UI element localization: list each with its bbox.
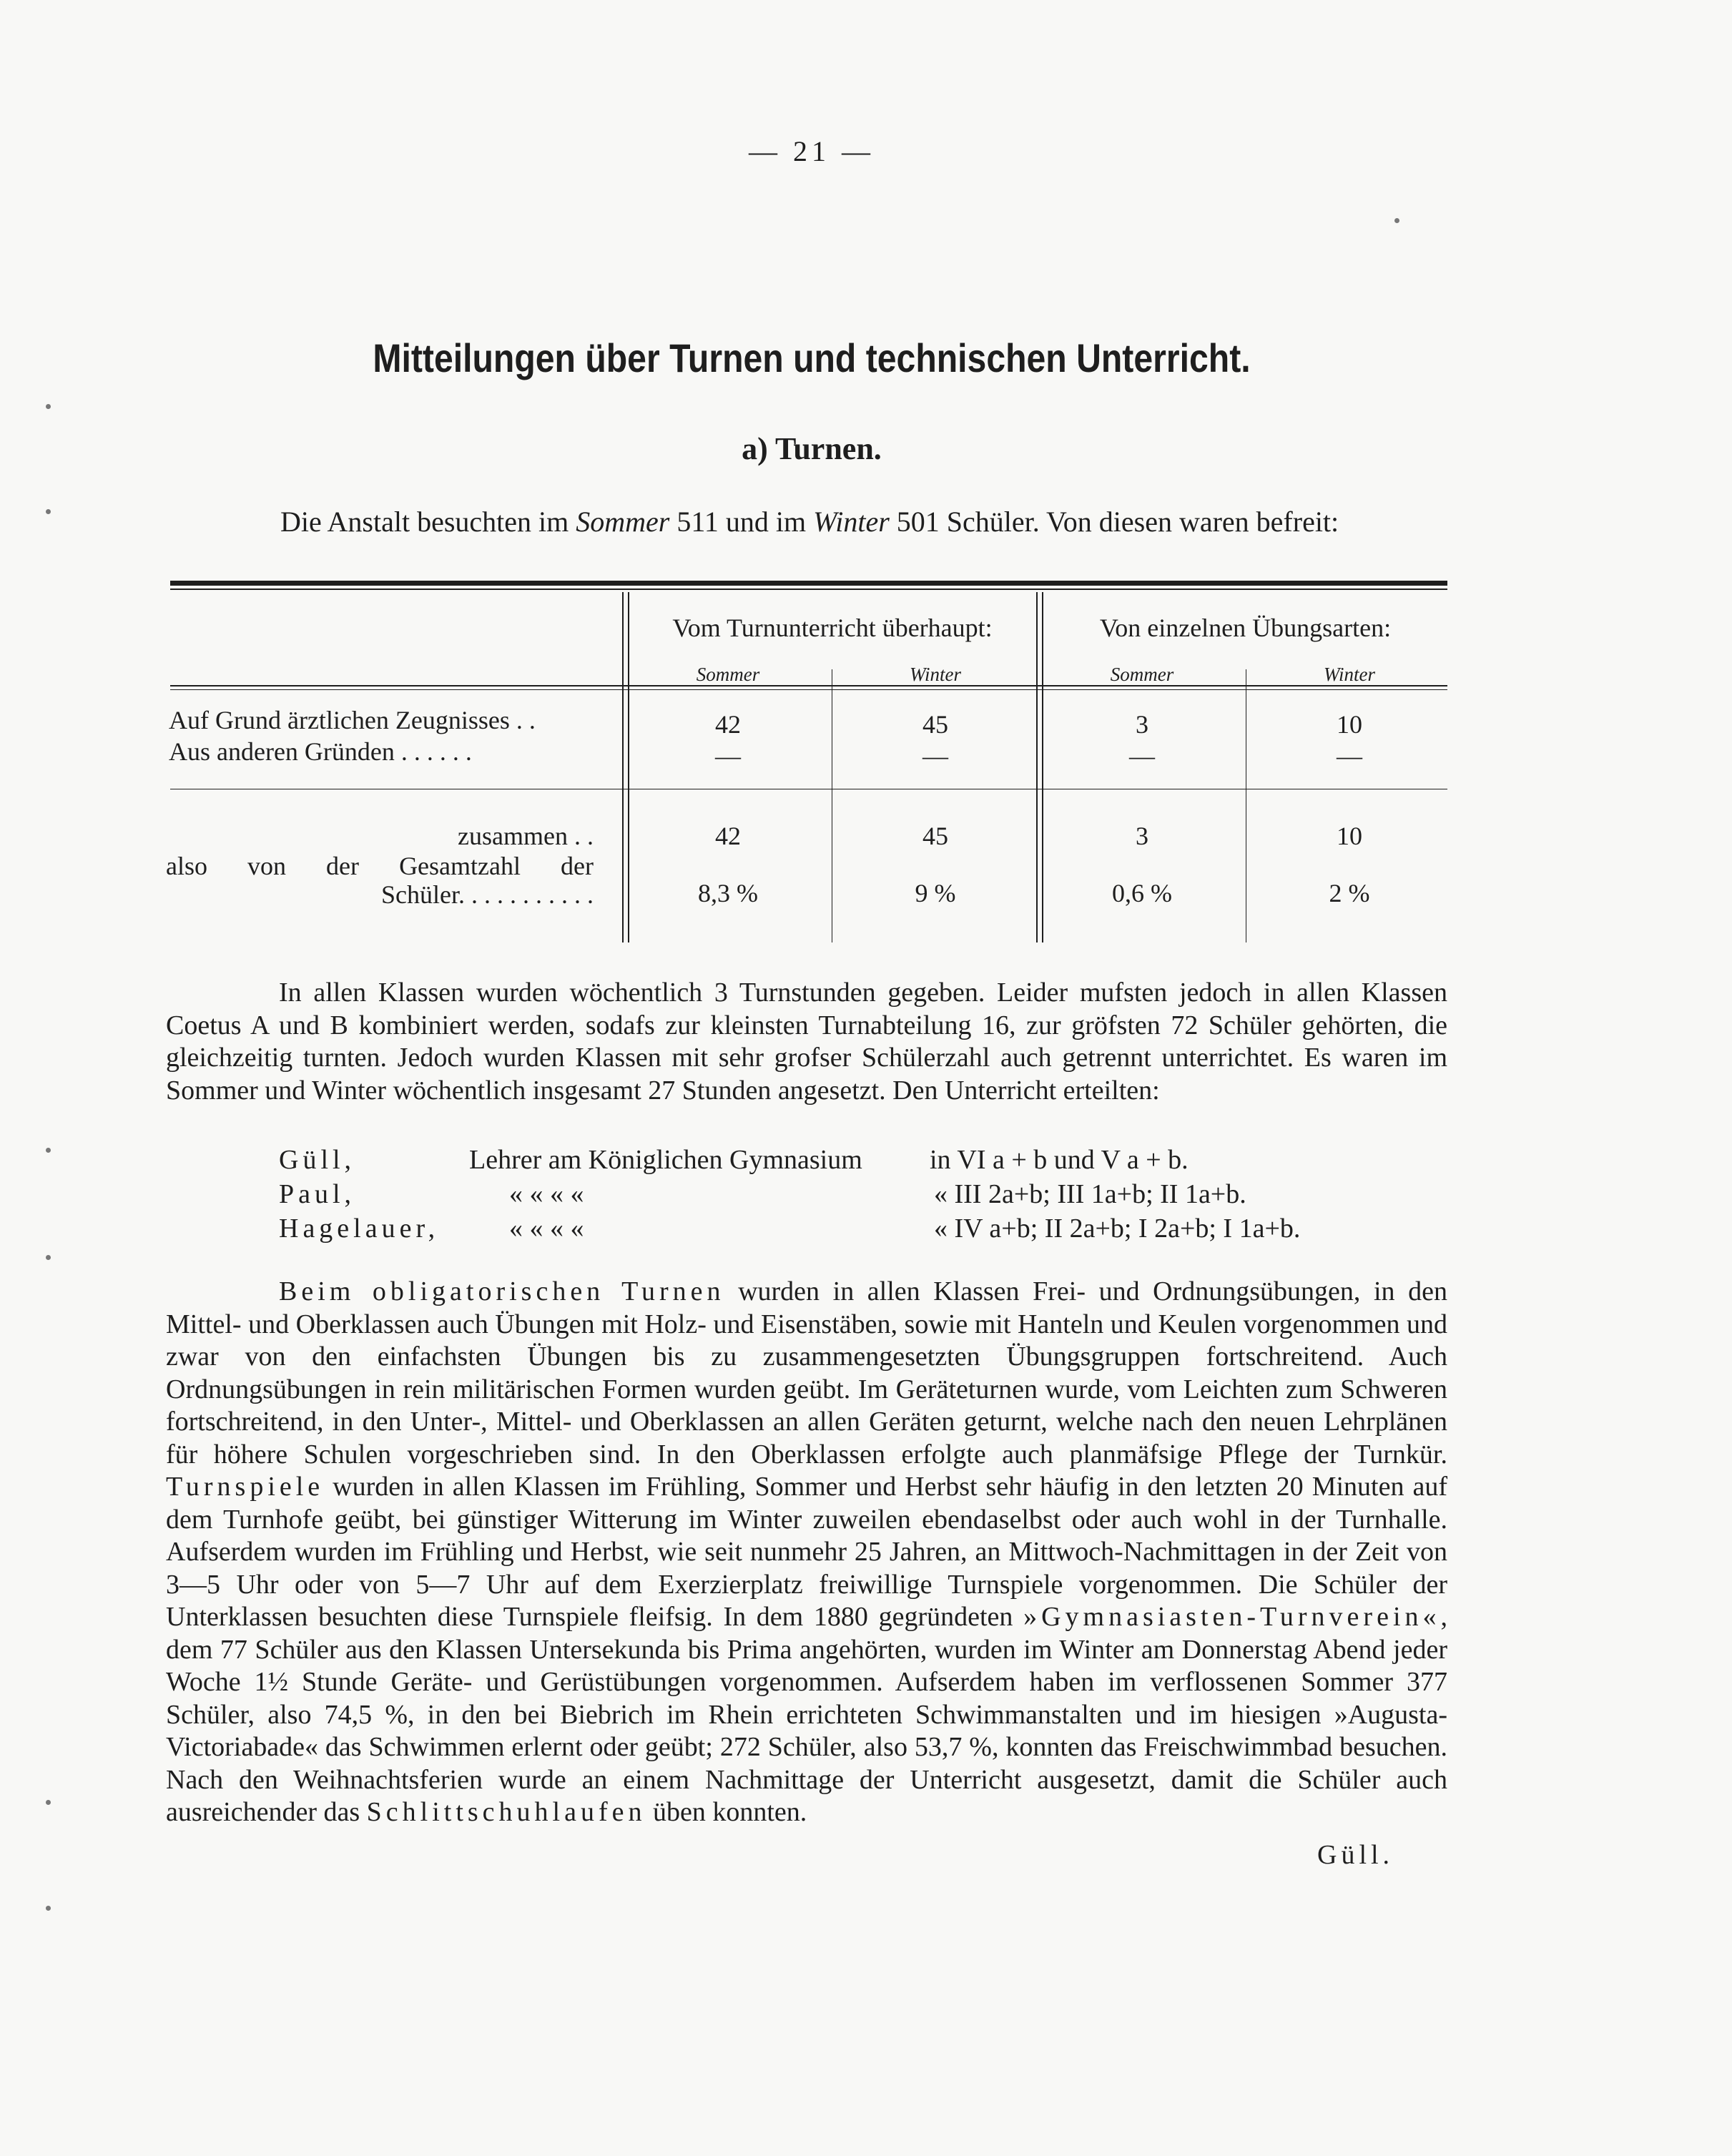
table-cell: 3 — [1136, 822, 1148, 850]
scan-speck — [46, 1148, 51, 1153]
paragraph-obligatorisch — [166, 1276, 1447, 1829]
scan-speck — [46, 404, 51, 409]
emphasis-turnverein: »Gymnasiasten-Turnverein« — [1023, 1602, 1441, 1632]
intro-mid: 511 und im — [669, 506, 814, 538]
table-cell: — — [1337, 742, 1362, 770]
row-label: Auf Grund ärztlichen Zeugnisses . . — [169, 706, 536, 734]
teacher-role: Lehrer am Königlichen Gymnasium — [469, 1145, 862, 1175]
table-cell: — — [715, 742, 741, 770]
page-number: — 21 — — [749, 135, 875, 167]
scan-speck — [46, 509, 51, 514]
scan-speck — [46, 1800, 51, 1805]
table-cell: — — [1129, 742, 1155, 770]
row-label: also von der Gesamtzahl der — [166, 852, 594, 880]
intro-sommer: Sommer — [576, 506, 670, 538]
row-label: zusammen . . — [458, 822, 594, 850]
table-cell: 45 — [922, 822, 948, 850]
table-cell: 3 — [1136, 710, 1148, 739]
header-turnunterricht: Vom Turnunterricht überhaupt: — [672, 614, 993, 642]
emphasis-turnspiele: Turnspiele — [166, 1472, 325, 1502]
subheader-sommer: Sommer — [696, 664, 760, 685]
table-top-rule-thin — [170, 589, 1447, 590]
scan-speck — [1394, 218, 1399, 223]
paragraph-turnstunden — [166, 977, 1447, 1107]
teacher-name: Paul, — [279, 1179, 356, 1209]
table-divider — [622, 592, 624, 942]
paragraph-text — [166, 1276, 1447, 1829]
scan-speck — [46, 1906, 51, 1911]
table-cell: 10 — [1337, 822, 1362, 850]
emphasis-obligatorisch: Beim obligatorischen Turnen — [279, 1276, 725, 1306]
row-label: Schüler. . . . . . . . . . . — [381, 880, 594, 909]
paragraph-text: In allen Klassen wurden wöchentlich 3 Turnstunden gegeben. Leider mufsten jedoch in allen Klassen Coetus A und B kombiniert werden, sodafs zur kleinsten Turnabteilung 16, zur gröfsten 72 Schüler gehörten, die gleichzeitig turnten. Jedoch wurden Klassen mit sehr grofser Schülerzahl auch getrennt unterrichtet. Es waren im Sommer und Winter wöchentlich insgesamt 27 Stunden angesetzt. Den Unterricht erteilten: — [166, 978, 1447, 1106]
scan-speck — [46, 1255, 51, 1260]
teacher-name: Güll, — [279, 1145, 356, 1175]
teacher-classes: « III 2a+b; III 1a+b; II 1a+b. — [934, 1179, 1246, 1209]
subheader-winter: Winter — [910, 664, 961, 685]
header-uebungsarten: Von einzelnen Übungsarten: — [1099, 614, 1392, 642]
signature: Güll. — [1317, 1840, 1394, 1870]
emphasis-schlittschuh: Schlittschuhlaufen — [366, 1797, 646, 1827]
intro-pre: Die Anstalt besuchten im — [280, 506, 576, 538]
text-part: wurden in allen Klassen Frei- und Ordnungsübungen, in den Mittel- und Oberklassen auch Übungen mit Holz- und Eisenstäben, sowie mit Hanteln und Keulen vorgenommen und zwar von den einfachsten Übungen bis zu zusammengesetzten Übungsgruppen fortschreitend. Auch Ordnungsübungen in rein militärischen Formen wurden geübt. Im Geräteturnen wurde, vom Leichten zum Schweren fortschreitend, in den Unter-, Mittel- und Oberklassen an allen Geräten geturnt, welche nach den neuen Lehrplänen für höhere Schulen vorgeschrieben sind. In den Oberklassen erfolgte auch planmäfsige Pflege der Turnkür. — [166, 1276, 1448, 1470]
table-cell: 42 — [715, 822, 741, 850]
row-label: Aus anderen Gründen . . . . . . — [169, 737, 472, 766]
table-cell: 8,3 % — [698, 879, 758, 907]
table-cell: 9 % — [915, 879, 956, 907]
intro-line — [280, 505, 1339, 538]
subheader-winter: Winter — [1324, 664, 1375, 685]
table-header-rule — [170, 685, 1447, 686]
table-top-rule — [170, 581, 1447, 586]
text-part: , dem 77 Schüler aus den Klassen Untersekunda bis Prima angehörten, wurden im Winter am Donnerstag Abend jeder Woche 1½ Stunde Geräte- und Gerüstübungen vorgenommen. Aufserdem haben im verflossenen Sommer 377 Schüler, also 74,5 %, in den bei Biebrich im Rhein errichteten Schwimmanstalten und im hiesigen »Augusta-Victoriabade« das Schwimmen erlernt oder geübt; 272 Schüler, also 53,7 %, konnten das Freischwimmbad besuchen. Nach den Weihnachtsferien wurde an einem Nachmittage der Unterricht ausgesetzt, damit die Schüler auch ausreichender das — [166, 1602, 1447, 1827]
intro-post: 501 Schüler. Von diesen waren befreit: — [889, 506, 1339, 538]
text-part: wurden in allen Klassen im Frühling, Sommer und Herbst sehr häufig in den letzten 20 Minuten auf dem Turnhofe geübt, bei günstiger Witterung im Winter zuweilen ebendaselbst oder auch wohl in der Turnhalle. Aufserdem wurden im Frühling und Herbst, wie seit nunmehr 25 Jahren, an Mittwoch-Nachmittagen in der Zeit von 3—5 Uhr oder von 5—7 Uhr auf dem Exerzierplatz freiwillige Turnspiele vorgenommen. Die Schüler der Unterklassen besuchten diese Turnspiele fleifsig. In dem 1880 gegründeten — [166, 1472, 1447, 1632]
teacher-classes: « IV a+b; II 2a+b; I 2a+b; I 1a+b. — [934, 1214, 1301, 1244]
subheader-sommer: Sommer — [1110, 664, 1174, 685]
table-cell: — — [922, 742, 948, 770]
teacher-name: Hagelauer, — [279, 1214, 440, 1244]
table-cell: 0,6 % — [1112, 879, 1172, 907]
section-heading: a) Turnen. — [742, 431, 882, 466]
intro-winter: Winter — [813, 506, 890, 538]
table-cell: 2 % — [1329, 879, 1370, 907]
teacher-role: « « « « — [509, 1214, 584, 1244]
table-cell: 42 — [715, 710, 741, 739]
table-cell: 45 — [922, 710, 948, 739]
teacher-classes: in VI a + b und V a + b. — [930, 1145, 1189, 1175]
text-part: üben konnten. — [646, 1797, 807, 1827]
table-header-rule — [170, 689, 1447, 690]
table-cell: 10 — [1337, 710, 1362, 739]
teacher-role: « « « « — [509, 1179, 584, 1209]
page-title: Mitteilungen über Turnen und technischen Unterricht. — [373, 335, 1251, 380]
